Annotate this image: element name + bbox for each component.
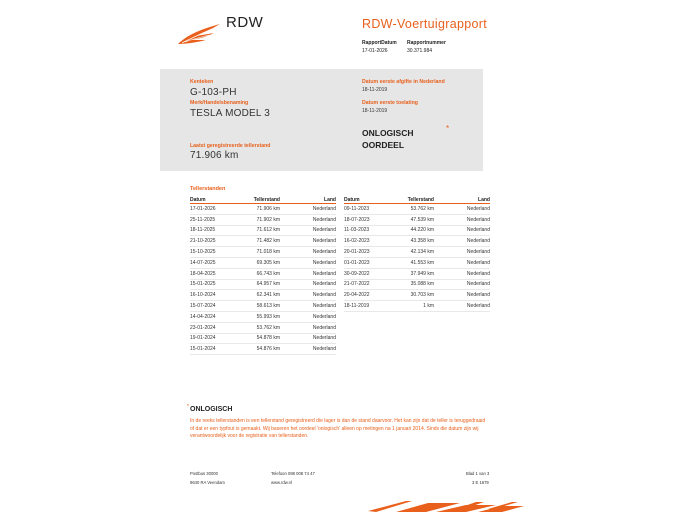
- readings-title: Tellerstanden: [190, 186, 226, 192]
- table-row: [190, 225, 336, 236]
- reading-country: Nederland: [280, 257, 336, 268]
- reading-country: Nederland: [434, 225, 490, 236]
- report-number: 30.371.984: [407, 48, 433, 54]
- reading-country: Nederland: [280, 290, 336, 301]
- reading-km: 64.957 km: [234, 279, 280, 290]
- table-row: [190, 268, 336, 279]
- reading-country: Nederland: [280, 333, 336, 344]
- reading-km: 53.762 km: [388, 204, 434, 215]
- col-km-header: Tellerstand: [234, 195, 280, 204]
- reading-country: Nederland: [280, 214, 336, 225]
- reading-km: 71.612 km: [234, 225, 280, 236]
- reading-date: 16-10-2024: [190, 290, 234, 301]
- logo-text: RDW: [226, 14, 264, 31]
- footer-page: Blad 1 van 3: [466, 471, 490, 476]
- reading-country: Nederland: [280, 247, 336, 258]
- reading-date: 16-02-2023: [344, 236, 388, 247]
- col-date-header: Datum: [344, 195, 388, 204]
- reading-date: 18-04-2025: [190, 268, 234, 279]
- reading-date: 15-07-2024: [190, 301, 234, 312]
- table-row: [344, 225, 490, 236]
- col-date-header: Datum: [190, 195, 234, 204]
- readings-table-right: [344, 195, 490, 312]
- verdict-line-1: ONLOGISCH: [362, 128, 414, 138]
- reading-country: Nederland: [434, 268, 490, 279]
- reading-country: Nederland: [434, 247, 490, 258]
- reading-date: 21-10-2025: [190, 236, 234, 247]
- reading-date: 17-01-2026: [190, 204, 234, 215]
- reading-country: Nederland: [280, 301, 336, 312]
- reading-country: Nederland: [434, 290, 490, 301]
- footer-phone: Telefoon 088 008 74 47: [271, 471, 315, 476]
- footer-code: 3 E 1679: [472, 480, 489, 485]
- note-star: *: [187, 404, 189, 410]
- footer-postbus: Postbus 30000: [190, 471, 218, 476]
- reading-country: Nederland: [280, 322, 336, 333]
- reading-km: 66.743 km: [234, 268, 280, 279]
- reading-country: Nederland: [434, 214, 490, 225]
- table-row: [190, 322, 336, 333]
- table-row: [190, 257, 336, 268]
- reading-km: 62.341 km: [234, 290, 280, 301]
- odometer-label: Laatst geregistreerde tellerstand: [190, 143, 271, 149]
- reading-country: Nederland: [434, 279, 490, 290]
- reading-km: 47.539 km: [388, 214, 434, 225]
- make-label: Merk/Handelsbenaming: [190, 100, 249, 106]
- plate-value: G-103-PH: [190, 87, 237, 98]
- reading-date: 14-04-2024: [190, 311, 234, 322]
- table-row: [190, 279, 336, 290]
- reading-country: Nederland: [434, 236, 490, 247]
- reading-km: 42.134 km: [388, 247, 434, 258]
- reading-km: 43.358 km: [388, 236, 434, 247]
- table-row: [190, 204, 336, 215]
- reading-km: 71.018 km: [234, 247, 280, 258]
- table-row: [344, 214, 490, 225]
- reading-date: 20-04-2022: [344, 290, 388, 301]
- reading-date: 25-11-2025: [190, 214, 234, 225]
- first-admission-value: 18-11-2019: [362, 108, 388, 114]
- rdw-logo-icon: [176, 22, 224, 46]
- readings-table-left: [190, 195, 336, 355]
- odometer-value: 71.906 km: [190, 150, 239, 161]
- verdict-line-2: OORDEEL: [362, 140, 405, 150]
- footer-web[interactable]: www.rdw.nl: [271, 480, 292, 485]
- reading-country: Nederland: [280, 236, 336, 247]
- first-nl-value: 18-11-2019: [362, 87, 388, 93]
- table-row: [190, 311, 336, 322]
- reading-date: 20-01-2023: [344, 247, 388, 258]
- col-country-header: Land: [434, 195, 490, 204]
- reading-km: 41.553 km: [388, 257, 434, 268]
- reading-date: 30-09-2022: [344, 268, 388, 279]
- reading-date: 15-10-2025: [190, 247, 234, 258]
- reading-country: Nederland: [280, 311, 336, 322]
- report-date: 17-01-2026: [362, 48, 388, 54]
- plate-label: Kenteken: [190, 79, 214, 85]
- reading-country: Nederland: [280, 204, 336, 215]
- table-row: [344, 204, 490, 215]
- reading-date: 15-01-2024: [190, 344, 234, 355]
- reading-km: 1 km: [388, 301, 434, 312]
- table-row: [190, 236, 336, 247]
- reading-km: 53.762 km: [234, 322, 280, 333]
- reading-date: 21-07-2022: [344, 279, 388, 290]
- reading-km: 54.878 km: [234, 333, 280, 344]
- reading-km: 71.906 km: [234, 204, 280, 215]
- first-admission-label: Datum eerste toelating: [362, 100, 418, 106]
- reading-country: Nederland: [434, 301, 490, 312]
- table-row: [190, 214, 336, 225]
- table-row: [344, 236, 490, 247]
- decorative-stripes-icon: [366, 497, 526, 514]
- note-title: ONLOGISCH: [190, 406, 233, 413]
- reading-date: 01-01-2023: [344, 257, 388, 268]
- reading-date: 09-11-2023: [344, 204, 388, 215]
- table-row: [190, 290, 336, 301]
- verdict: [362, 127, 413, 151]
- report-title: RDW-Voertuigrapport: [362, 17, 487, 31]
- table-row: [190, 247, 336, 258]
- reading-km: 35.088 km: [388, 279, 434, 290]
- col-country-header: Land: [280, 195, 336, 204]
- table-row: [190, 333, 336, 344]
- reading-date: 18-11-2025: [190, 225, 234, 236]
- reading-km: 37.949 km: [388, 268, 434, 279]
- reading-date: 19-01-2024: [190, 333, 234, 344]
- reading-date: 11-03-2023: [344, 225, 388, 236]
- reading-date: 15-01-2025: [190, 279, 234, 290]
- reading-country: Nederland: [280, 344, 336, 355]
- table-row: [344, 257, 490, 268]
- table-row: [344, 279, 490, 290]
- reading-country: Nederland: [280, 225, 336, 236]
- table-row: [190, 344, 336, 355]
- footer-city: 9640 RA Veendam: [190, 480, 225, 485]
- report-number-label: Rapportnummer: [407, 40, 446, 46]
- table-row: [344, 290, 490, 301]
- reading-date: 18-11-2019: [344, 301, 388, 312]
- report-date-label: RapportDatum: [362, 40, 397, 46]
- table-row: [344, 301, 490, 312]
- reading-km: 44.220 km: [388, 225, 434, 236]
- reading-date: 18-07-2023: [344, 214, 388, 225]
- verdict-star: *: [446, 124, 450, 133]
- reading-km: 58.613 km: [234, 301, 280, 312]
- note-text: In de reeks tellerstanden is een tellerstand geregistreerd die lager is dan de stand daarvoor. Het kan zijn dat de teller is teruggedraaid of dat er een typfout is gemaakt. Wij baseren het oordeel 'onlogisch' alleen op metingen na 1 januari 2014. Sinds die datum zijn wij verantwoordelijk voor de registratie van tellerstanden.: [190, 418, 486, 439]
- table-row: [344, 247, 490, 258]
- reading-km: 55.993 km: [234, 311, 280, 322]
- reading-country: Nederland: [434, 204, 490, 215]
- table-row: [190, 301, 336, 312]
- reading-date: 23-01-2024: [190, 322, 234, 333]
- reading-country: Nederland: [280, 268, 336, 279]
- make-value: TESLA MODEL 3: [190, 108, 271, 119]
- first-nl-label: Datum eerste afgifte in Nederland: [362, 79, 445, 85]
- reading-country: Nederland: [434, 257, 490, 268]
- reading-km: 54.876 km: [234, 344, 280, 355]
- table-row: [344, 268, 490, 279]
- col-km-header: Tellerstand: [388, 195, 434, 204]
- reading-km: 71.902 km: [234, 214, 280, 225]
- reading-country: Nederland: [280, 279, 336, 290]
- reading-date: 14-07-2025: [190, 257, 234, 268]
- reading-km: 30.703 km: [388, 290, 434, 301]
- reading-km: 71.482 km: [234, 236, 280, 247]
- reading-km: 69.305 km: [234, 257, 280, 268]
